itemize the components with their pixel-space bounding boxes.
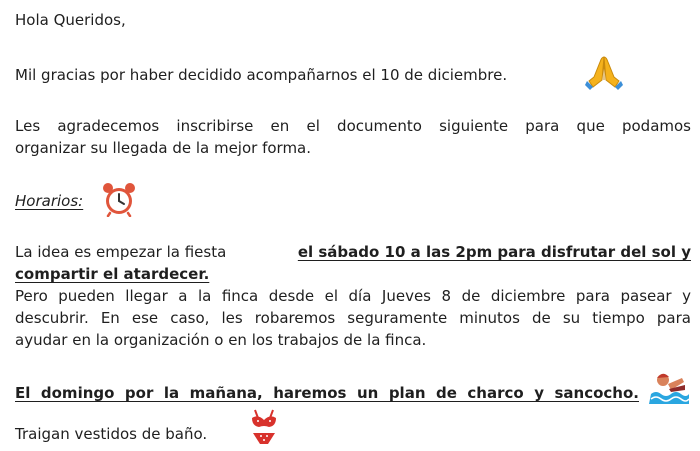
idea-highlight-text: el sábado 10 a las 2pm para disfrutar del sol y (297, 243, 691, 261)
folded-hands-icon (585, 53, 623, 91)
thanks-text: Mil gracias por haber decidido acompañarnos el 10 de diciembre. (15, 66, 508, 84)
swimwear-text: Traigan vestidos de baño. (15, 425, 208, 443)
bikini-icon (249, 408, 279, 446)
alarm-clock-icon (101, 181, 137, 217)
arrival-line-2: descubrir. En ese caso, les robaremos seguramente minutos de su tiempo para (15, 309, 691, 327)
arrival-line-1: Pero pueden llegar a la finca desde el día Jueves 8 de diciembre para pasear y (15, 287, 691, 305)
horarios-heading: Horarios: (15, 192, 84, 210)
register-line-2: organizar su llegada de la mejor forma. (15, 139, 312, 157)
idea-line-2: compartir el atardecer. (15, 265, 210, 283)
greeting-text: Hola Queridos, (15, 11, 126, 29)
idea-line-1 (15, 241, 691, 263)
swimmer-icon (649, 368, 689, 404)
idea-plain-text: La idea es empezar la fiesta (15, 243, 232, 261)
arrival-line-3: ayudar en la organización o en los trabajos de la finca. (15, 331, 427, 349)
register-line-1: Les agradecemos inscribirse en el documento siguiente para que podamos (15, 117, 691, 135)
sunday-plan-text: El domingo por la mañana, haremos un plan de charco y sancocho. (15, 384, 639, 402)
